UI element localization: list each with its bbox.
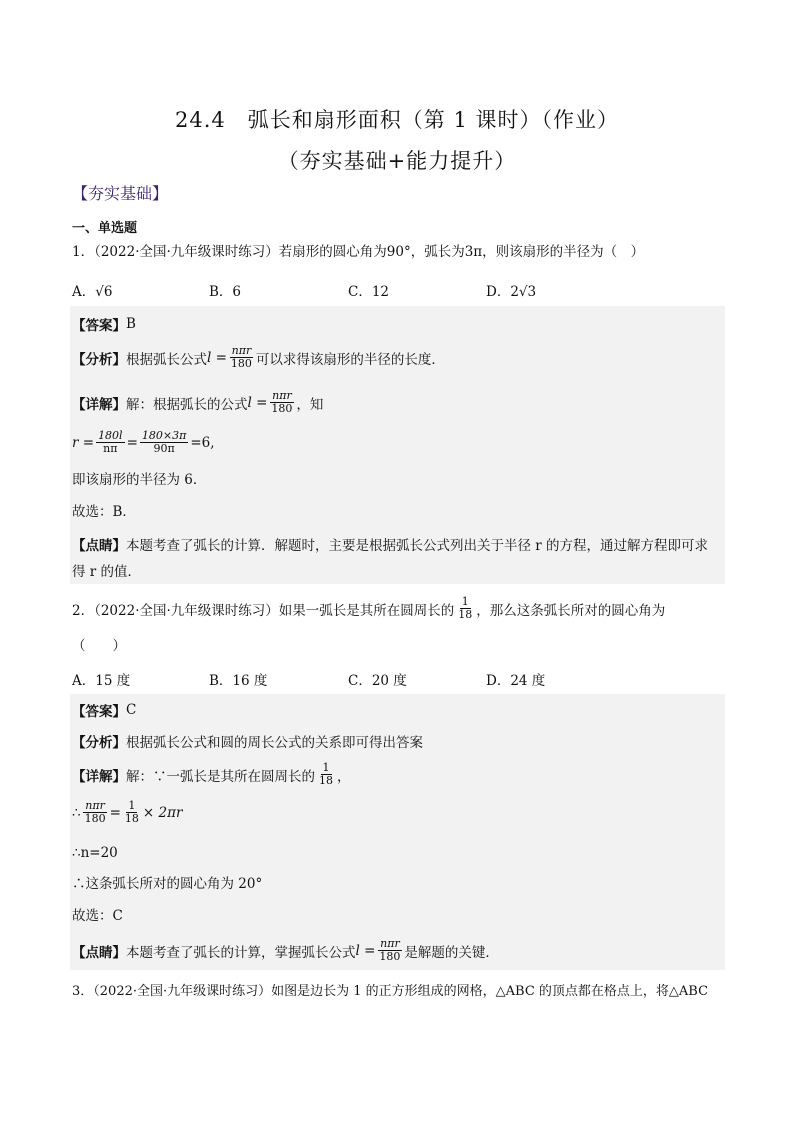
q2-option-d: D．24 度 bbox=[486, 673, 546, 689]
q2-option-b: B．16 度 bbox=[209, 673, 268, 689]
subsection-heading: 一、单选题 bbox=[72, 221, 138, 236]
q1-option-b: B．6 bbox=[209, 284, 242, 300]
q1-comment: 【点睛】 本题考查了弧长的计算．解题时，主要是根据弧长公式列出关于半径 r 的方程，通过解方程即可求 bbox=[72, 538, 709, 554]
q2-step3: ∴这条弧长所对的圆心角为 20° bbox=[72, 876, 263, 892]
doc-subtitle: （夯实基础+能力提升） bbox=[277, 149, 517, 173]
q1-conclusion: 即该扇形的半径为 6． bbox=[72, 472, 207, 488]
q1-answer: 【答案】 B bbox=[72, 316, 136, 334]
q2-option-c: C．20 度 bbox=[348, 673, 407, 689]
q2-option-a: A．15 度 bbox=[72, 673, 131, 689]
q1-stem: 1．（2022·全国·九年级课时练习）若扇形的圆心角为90°，弧长为3π，则该扇形的半径为（ ） bbox=[72, 244, 645, 260]
q1-option-d: D．2√3 bbox=[486, 284, 537, 300]
q2-answer: 【答案】 C bbox=[72, 702, 137, 720]
q2-analysis: 【分析】 根据弧长公式和圆的周长公式的关系即可得出答案 bbox=[72, 735, 423, 751]
q1-option-a: A．√6 bbox=[72, 284, 113, 300]
q2-choice: 故选：C bbox=[72, 908, 123, 924]
q3-stem: 3．（2022·全国·九年级课时练习）如图是边长为 1 的正方形组成的网格，△ABC 的顶点都在格点上，将△ABC bbox=[72, 984, 709, 999]
q2-step2: ∴n=20 bbox=[72, 845, 118, 861]
q1-analysis: 【分析】 根据弧长公式 l = $\frac{\text{nπr}}{180}$ 可以求得该扇形的半径的长度． bbox=[72, 344, 445, 370]
q2-step1: ∴ $\frac{\text{nπr}}{180}$ = $\frac{1}{18}$ × 2πr bbox=[72, 799, 183, 825]
q2-detail: 【详解】 解：∵一弧长是其所在圆周长的 $\frac{1}{18}$ ， bbox=[72, 761, 351, 787]
doc-title: 24.4 弧长和扇形面积（第 1 课时）（作业） bbox=[175, 108, 619, 132]
section-heading: 【夯实基础】 bbox=[72, 184, 169, 203]
q1-comment-cont: 得 r 的值． bbox=[72, 564, 142, 580]
q1-detail: 【详解】 解：根据弧长的公式 l = $\frac{\text{nπr}}{180}$ ，知 bbox=[72, 389, 324, 415]
q2-stem-paren: （ ） bbox=[72, 638, 126, 654]
q1-choice: 故选：B． bbox=[72, 504, 136, 520]
q1-calculation: r = $\frac{180l}{n\pi}$ = $\frac{180\times 3\pi}{90\pi}$ =6, bbox=[72, 429, 215, 455]
q1-option-c: C．12 bbox=[348, 284, 390, 300]
q2-stem: 2．（2022·全国·九年级课时练习）如果一弧长是其所在圆周长的 $\frac{1}{18}$ ，那么这条弧长所对的圆心角为 bbox=[72, 595, 666, 621]
q2-comment: 【点睛】 本题考查了弧长的计算，掌握弧长公式 l = $\frac{\text{nπr}}{180}$ 是解题的关键． bbox=[72, 937, 499, 963]
arc-formula-fraction: $\frac{\text{nπr}}{180}$ bbox=[230, 344, 252, 370]
